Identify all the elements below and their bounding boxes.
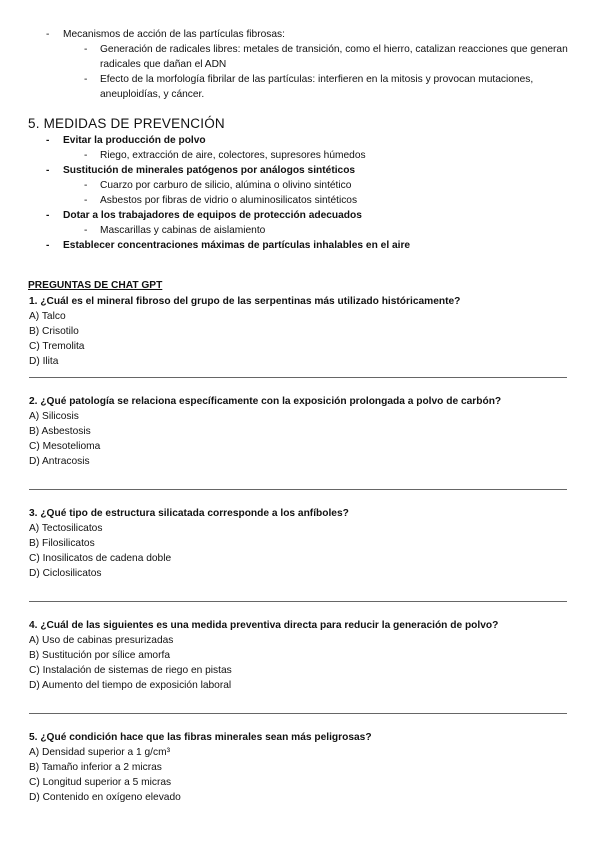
answer-option: C) Instalación de sistemas de riego en pistas — [29, 665, 232, 676]
dash-bullet: - — [46, 135, 50, 146]
prevention-label: Evitar la producción de polvo — [63, 135, 206, 146]
prevention-subtext: Asbestos por fibras de vidrio o aluminosilicatos sintéticos — [100, 195, 358, 206]
mechanism-text: Generación de radicales libres: metales de transición, como el hierro, catalizan reacciones que generan radicales que dañan el ADN — [100, 44, 568, 70]
divider — [29, 601, 567, 602]
answer-option: A) Uso de cabinas presurizadas — [29, 635, 174, 646]
mechanisms-item — [0, 27, 600, 42]
dash-bullet: - — [46, 165, 50, 176]
answer-option: B) Tamaño inferior a 2 micras — [29, 762, 162, 773]
mechanisms-block — [0, 27, 600, 102]
prevention-subitem — [0, 148, 600, 163]
question-text: 5. ¿Qué condición hace que las fibras minerales sean más peligrosas? — [29, 732, 372, 743]
answer-option: C) Tremolita — [29, 341, 85, 352]
prevention-item — [0, 238, 600, 253]
answer-option: D) Ciclosilicatos — [29, 568, 102, 579]
question-block — [0, 618, 600, 693]
dash-bullet: - — [46, 29, 50, 40]
answer-option: C) Mesotelioma — [29, 441, 101, 452]
answer-option: C) Longitud superior a 5 micras — [29, 777, 172, 788]
prevention-subtext: Cuarzo por carburo de silicio, alúmina o olivino sintético — [100, 180, 352, 191]
question-block — [0, 730, 600, 805]
answer-option: A) Densidad superior a 1 g/cm³ — [29, 747, 170, 758]
prevention-label: Establecer concentraciones máximas de partículas inhalables en el aire — [63, 240, 411, 251]
answer-option: A) Tectosilicatos — [29, 523, 103, 534]
dash-bullet: - — [46, 210, 50, 221]
dash-bullet: - — [84, 74, 88, 85]
answer-option: D) Aumento del tiempo de exposición laboral — [29, 680, 232, 691]
question-block — [0, 394, 600, 469]
answer-option: B) Filosilicatos — [29, 538, 95, 549]
divider — [29, 489, 567, 490]
mechanism-text: Efecto de la morfología fibrilar de las partículas: interfieren en la mitosis y provocan mutaciones, aneuploidías, y cáncer. — [100, 74, 534, 100]
answer-option: B) Asbestosis — [29, 426, 91, 437]
prevention-list — [0, 133, 600, 253]
divider — [29, 713, 567, 714]
dash-bullet: - — [84, 225, 88, 236]
prevention-subitem — [0, 193, 600, 208]
question-text: 1. ¿Cuál es el mineral fibroso del grupo de las serpentinas más utilizado históricamente? — [29, 296, 461, 307]
answer-option: A) Talco — [29, 311, 66, 322]
dash-bullet: - — [84, 150, 88, 161]
answer-option: D) Antracosis — [29, 456, 90, 467]
prevention-item — [0, 208, 600, 223]
answer-option: B) Sustitución por sílice amorfa — [29, 650, 170, 661]
dash-bullet: - — [46, 240, 50, 251]
prevention-label: Sustitución de minerales patógenos por análogos sintéticos — [63, 165, 356, 176]
question-block — [0, 506, 600, 581]
questions-title: PREGUNTAS DE CHAT GPT — [28, 280, 163, 291]
mechanisms-subitem — [0, 42, 600, 72]
mechanisms-subitem — [0, 72, 600, 102]
prevention-item — [0, 133, 600, 148]
dash-bullet: - — [84, 44, 88, 55]
question-text: 3. ¿Qué tipo de estructura silicatada corresponde a los anfíboles? — [29, 508, 349, 519]
section-heading: 5. MEDIDAS DE PREVENCIÓN — [28, 116, 225, 131]
prevention-subtext: Riego, extracción de aire, colectores, supresores húmedos — [100, 150, 366, 161]
mechanisms-label: Mecanismos de acción de las partículas fibrosas: — [63, 29, 285, 40]
answer-option: D) Contenido en oxígeno elevado — [29, 792, 181, 803]
answer-option: C) Inosilicatos de cadena doble — [29, 553, 172, 564]
dash-bullet: - — [84, 195, 88, 206]
prevention-subtext: Mascarillas y cabinas de aislamiento — [100, 225, 266, 236]
question-text: 4. ¿Cuál de las siguientes es una medida preventiva directa para reducir la generación de polvo? — [29, 620, 499, 631]
question-text: 2. ¿Qué patología se relaciona específicamente con la exposición prolongada a polvo de carbón? — [29, 396, 502, 407]
question-block — [0, 294, 600, 369]
prevention-subitem — [0, 178, 600, 193]
answer-option: A) Silicosis — [29, 411, 79, 422]
divider — [29, 377, 567, 378]
answer-option: D) Ilita — [29, 356, 59, 367]
prevention-subitem — [0, 223, 600, 238]
dash-bullet: - — [84, 180, 88, 191]
answer-option: B) Crisotilo — [29, 326, 79, 337]
prevention-item — [0, 163, 600, 178]
prevention-label: Dotar a los trabajadores de equipos de protección adecuados — [63, 210, 362, 221]
